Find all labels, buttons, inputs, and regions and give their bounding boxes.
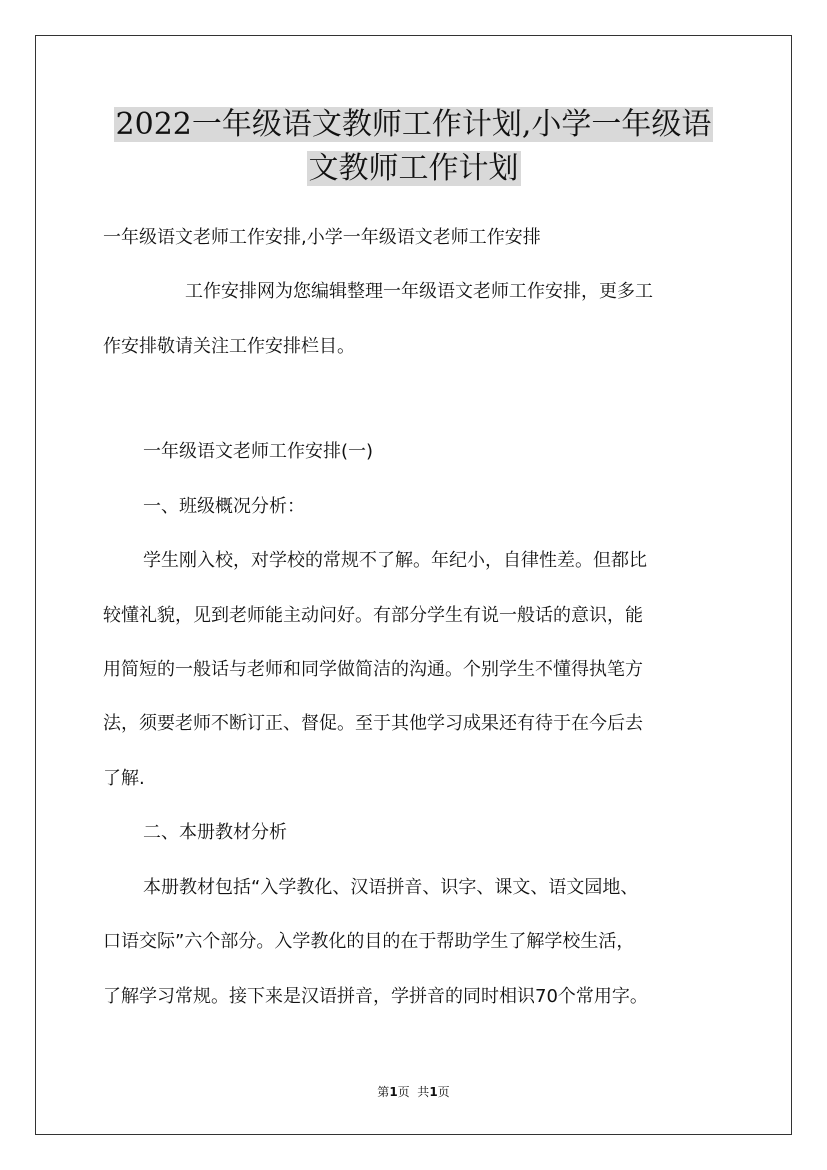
para1-line-3: 用简短的一般话与老师和同学做简洁的沟通。个别学生不懂得执笔方 xyxy=(103,659,643,680)
page-footer xyxy=(0,1083,827,1100)
section-heading: 一年级语文老师工作安排(一) xyxy=(143,441,374,462)
footer-suffix: 页 xyxy=(437,1085,450,1099)
heading-textbook-analysis: 二、本册教材分析 xyxy=(143,822,287,843)
page-border xyxy=(35,35,792,1135)
intro-line-2: 作安排敬请关注工作安排栏目。 xyxy=(103,336,355,357)
subtitle: 一年级语文老师工作安排,小学一年级语文老师工作安排 xyxy=(103,227,541,248)
para2-line-2: 口语交际”六个部分。入学教化的目的在于帮助学生了解学校生活， xyxy=(103,931,635,952)
document-title-line-1 xyxy=(0,102,827,148)
para2-line-1: 本册教材包括“入学教化、汉语拼音、识字、课文、语文园地、 xyxy=(143,877,639,898)
title-text-1: 2022一年级语文教师工作计划,小学一年级语 xyxy=(115,107,712,142)
title-text-2: 文教师工作计划 xyxy=(308,151,519,186)
para1-line-2: 较懂礼貌，见到老师能主动问好。有部分学生有说一般话的意识，能 xyxy=(103,605,643,626)
para1-line-5: 了解. xyxy=(103,768,145,789)
footer-prefix: 第 xyxy=(377,1085,390,1099)
footer-page-total: 1 xyxy=(429,1085,438,1099)
footer-mid: 页 共 xyxy=(397,1085,430,1099)
document-title-line-2 xyxy=(0,146,827,192)
footer-page-number: 1 xyxy=(389,1085,398,1099)
para2-line-3: 了解学习常规。接下来是汉语拼音，学拼音的同时相识70个常用字。 xyxy=(103,986,648,1007)
para1-line-1: 学生刚入校，对学校的常规不了解。年纪小，自律性差。但都比 xyxy=(143,550,647,571)
intro-line-1: 工作安排网为您编辑整理一年级语文老师工作安排，更多工 xyxy=(185,281,653,302)
heading-class-analysis: 一、班级概况分析： xyxy=(143,496,305,517)
para1-line-4: 法，须要老师不断订正、督促。至于其他学习成果还有待于在今后去 xyxy=(103,713,643,734)
